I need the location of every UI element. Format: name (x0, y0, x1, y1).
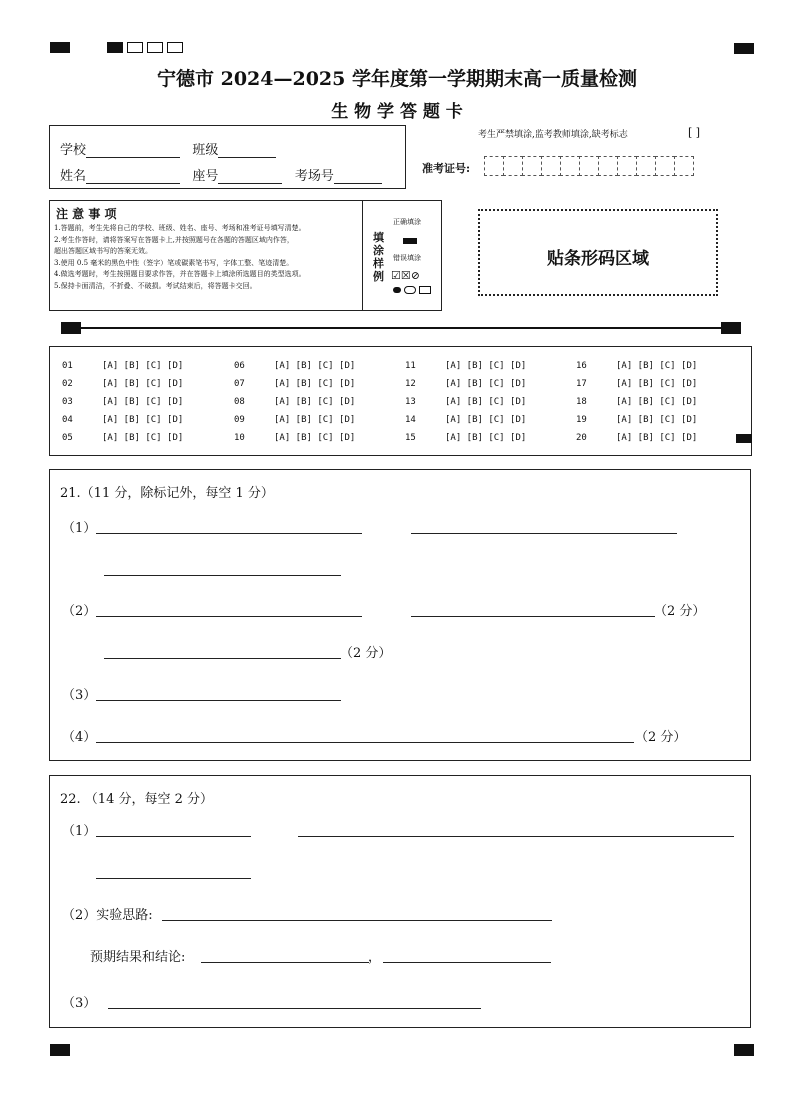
mcq-options[interactable]: [A] [B] [C] [D] (274, 397, 356, 407)
mcq-question-number: 18 (576, 397, 587, 407)
mcq-question-number: 12 (405, 379, 416, 389)
note-item: 1.答题前，考生先将自己的学校、班级、姓名、座号、考场和准考证号填写清楚。 (54, 224, 306, 232)
mcq-question-number: 06 (234, 361, 245, 371)
note-item: 超出答题区域书写的答案无效。 (54, 247, 152, 255)
mcq-options[interactable]: [A] [B] [C] [D] (445, 379, 527, 389)
q21-part3-label: （3） (62, 688, 97, 703)
mcq-question-number: 01 (62, 361, 73, 371)
mcq-options[interactable]: [A] [B] [C] [D] (445, 361, 527, 371)
q21-box (49, 469, 751, 761)
mcq-options[interactable]: [A] [B] [C] [D] (445, 433, 527, 443)
mcq-options[interactable]: [A] [B] [C] [D] (445, 397, 527, 407)
q21-blank[interactable] (411, 616, 655, 617)
mcq-question-number: 08 (234, 397, 245, 407)
absent-notice: 考生严禁填涂,监考教师填涂,缺考标志 (478, 130, 628, 140)
mcq-question-number: 14 (405, 415, 416, 425)
q22-part1-label: （1） (62, 824, 97, 839)
mcq-options[interactable]: [A] [B] [C] [D] (616, 361, 698, 371)
mcq-question-number: 07 (234, 379, 245, 389)
q22-blank[interactable] (383, 962, 551, 963)
timing-mark-empty (167, 42, 183, 53)
q21-part2-label: （2） (62, 604, 97, 619)
mcq-options[interactable]: [A] [B] [C] [D] (274, 379, 356, 389)
separator-line (81, 327, 721, 329)
class-field[interactable] (218, 141, 276, 158)
mcq-question-number: 11 (405, 361, 416, 371)
wrong-fill-label: 错误填涂 (393, 254, 421, 262)
mcq-question-number: 17 (576, 379, 587, 389)
notes-heading: 注 意 事 项 (56, 207, 117, 221)
corner-mark-top-left (50, 42, 70, 53)
q21-score-label: （2 分） (654, 604, 706, 619)
q22-blank[interactable] (96, 836, 251, 837)
mcq-question-number: 10 (234, 433, 245, 443)
q21-blank[interactable] (96, 533, 362, 534)
note-item: 4.做选考题时，考生按照题目要求作答，并在答题卡上填涂所选题目的类型选项。 (54, 270, 306, 278)
exam-id-grid[interactable] (484, 156, 693, 176)
exam-id-label: 准考证号: (422, 162, 471, 175)
mcq-options[interactable]: [A] [B] [C] [D] (274, 415, 356, 425)
seat-field[interactable] (218, 167, 282, 184)
q22-blank[interactable] (201, 962, 369, 963)
mcq-question-number: 03 (62, 397, 73, 407)
mcq-question-number: 04 (62, 415, 73, 425)
page-title: 宁德市 2024—2025 学年度第一学期期末高一质量检测 (157, 68, 637, 90)
name-field[interactable] (86, 167, 180, 184)
mcq-options[interactable]: [A] [B] [C] [D] (102, 361, 184, 371)
fill-example-box (362, 200, 442, 311)
mcq-question-number: 19 (576, 415, 587, 425)
notes-box (49, 200, 363, 311)
room-label: 考场号 (294, 169, 334, 184)
room-field[interactable] (334, 167, 382, 184)
corner-mark-bottom-right (734, 1044, 754, 1056)
mcq-options[interactable]: [A] [B] [C] [D] (445, 415, 527, 425)
mcq-options[interactable]: [A] [B] [C] [D] (616, 415, 698, 425)
mcq-question-number: 16 (576, 361, 587, 371)
note-item: 2.考生作答时，请将答案写在答题卡上,并按照题号在各题的答题区域内作答， (54, 235, 294, 244)
separator-mark-left (61, 322, 81, 334)
q22-part3-label: （3） (62, 996, 97, 1011)
note-item: 5.保持卡面清洁，不折叠、不破损。考试结束后，将答题卡交回。 (54, 281, 257, 290)
q22-part2-result-label: 预期结果和结论: (90, 950, 186, 965)
mcq-options[interactable]: [A] [B] [C] [D] (274, 361, 356, 371)
corner-mark-top-right (734, 43, 754, 54)
mcq-question-number: 15 (405, 433, 416, 443)
mcq-options[interactable]: [A] [B] [C] [D] (102, 415, 184, 425)
mcq-question-number: 05 (62, 433, 73, 443)
school-field[interactable] (86, 141, 180, 158)
mcq-options[interactable]: [A] [B] [C] [D] (274, 433, 356, 443)
q21-blank[interactable] (96, 616, 362, 617)
wrong-fill-marks: ☑☒⊘ (391, 269, 420, 282)
q21-blank[interactable] (96, 700, 341, 701)
mcq-question-number: 02 (62, 379, 73, 389)
timing-mark-empty (127, 42, 143, 53)
wrong-fill-bar-marks (393, 285, 433, 295)
q21-score-label: （2 分） (635, 730, 687, 745)
mcq-options[interactable]: [A] [B] [C] [D] (616, 379, 698, 389)
mcq-question-number: 20 (576, 433, 587, 443)
corner-mark-bottom-left (50, 1044, 70, 1056)
mcq-options[interactable]: [A] [B] [C] [D] (102, 379, 184, 389)
q22-comma: ， (368, 950, 382, 965)
class-label: 班级 (192, 143, 219, 158)
correct-fill-label: 正确填涂 (393, 218, 421, 226)
q22-blank[interactable] (96, 878, 251, 879)
q21-blank[interactable] (104, 575, 341, 576)
q21-blank[interactable] (411, 533, 677, 534)
barcode-area (478, 209, 718, 296)
timing-mark-empty (147, 42, 163, 53)
q22-blank[interactable] (298, 836, 734, 837)
note-item: 3.使用 0.5 毫米的黑色中性（签字）笔或碳素笔书写，字体工整、笔迹清楚。 (54, 258, 294, 267)
q22-blank[interactable] (162, 920, 552, 921)
timing-mark-filled (107, 42, 123, 53)
student-info-box (49, 125, 406, 189)
absent-bracket[interactable]: [ ] (688, 126, 701, 139)
mcq-options[interactable]: [A] [B] [C] [D] (616, 397, 698, 407)
mcq-options[interactable]: [A] [B] [C] [D] (616, 433, 698, 443)
mcq-question-number: 09 (234, 415, 245, 425)
barcode-label: 贴条形码区域 (547, 249, 649, 269)
school-label: 学校 (60, 143, 87, 158)
fill-example-side-label: 填涂样例 (373, 231, 384, 283)
separator-mark-right (721, 322, 741, 334)
timing-mark-right (736, 434, 752, 443)
mcq-options[interactable]: [A] [B] [C] [D] (102, 433, 184, 443)
q21-blank[interactable] (104, 658, 341, 659)
q22-header: 22. （14 分，每空 2 分） (60, 792, 214, 807)
name-label: 姓名 (60, 169, 87, 184)
q22-blank[interactable] (108, 1008, 481, 1009)
q21-blank[interactable] (96, 742, 634, 743)
q21-score-label: （2 分） (340, 646, 392, 661)
q21-header: 21.（11 分，除标记外，每空 1 分） (60, 486, 274, 501)
mcq-box (49, 346, 752, 456)
mcq-options[interactable]: [A] [B] [C] [D] (102, 397, 184, 407)
q22-part2-label: （2）实验思路: (62, 908, 153, 923)
q21-part4-label: （4） (62, 730, 97, 745)
correct-fill-mark (403, 238, 417, 244)
seat-label: 座号 (192, 169, 219, 184)
mcq-question-number: 13 (405, 397, 416, 407)
q21-part1-label: （1） (62, 521, 97, 536)
q22-box (49, 775, 751, 1028)
page-subtitle: 生 物 学 答 题 卡 (331, 102, 463, 122)
